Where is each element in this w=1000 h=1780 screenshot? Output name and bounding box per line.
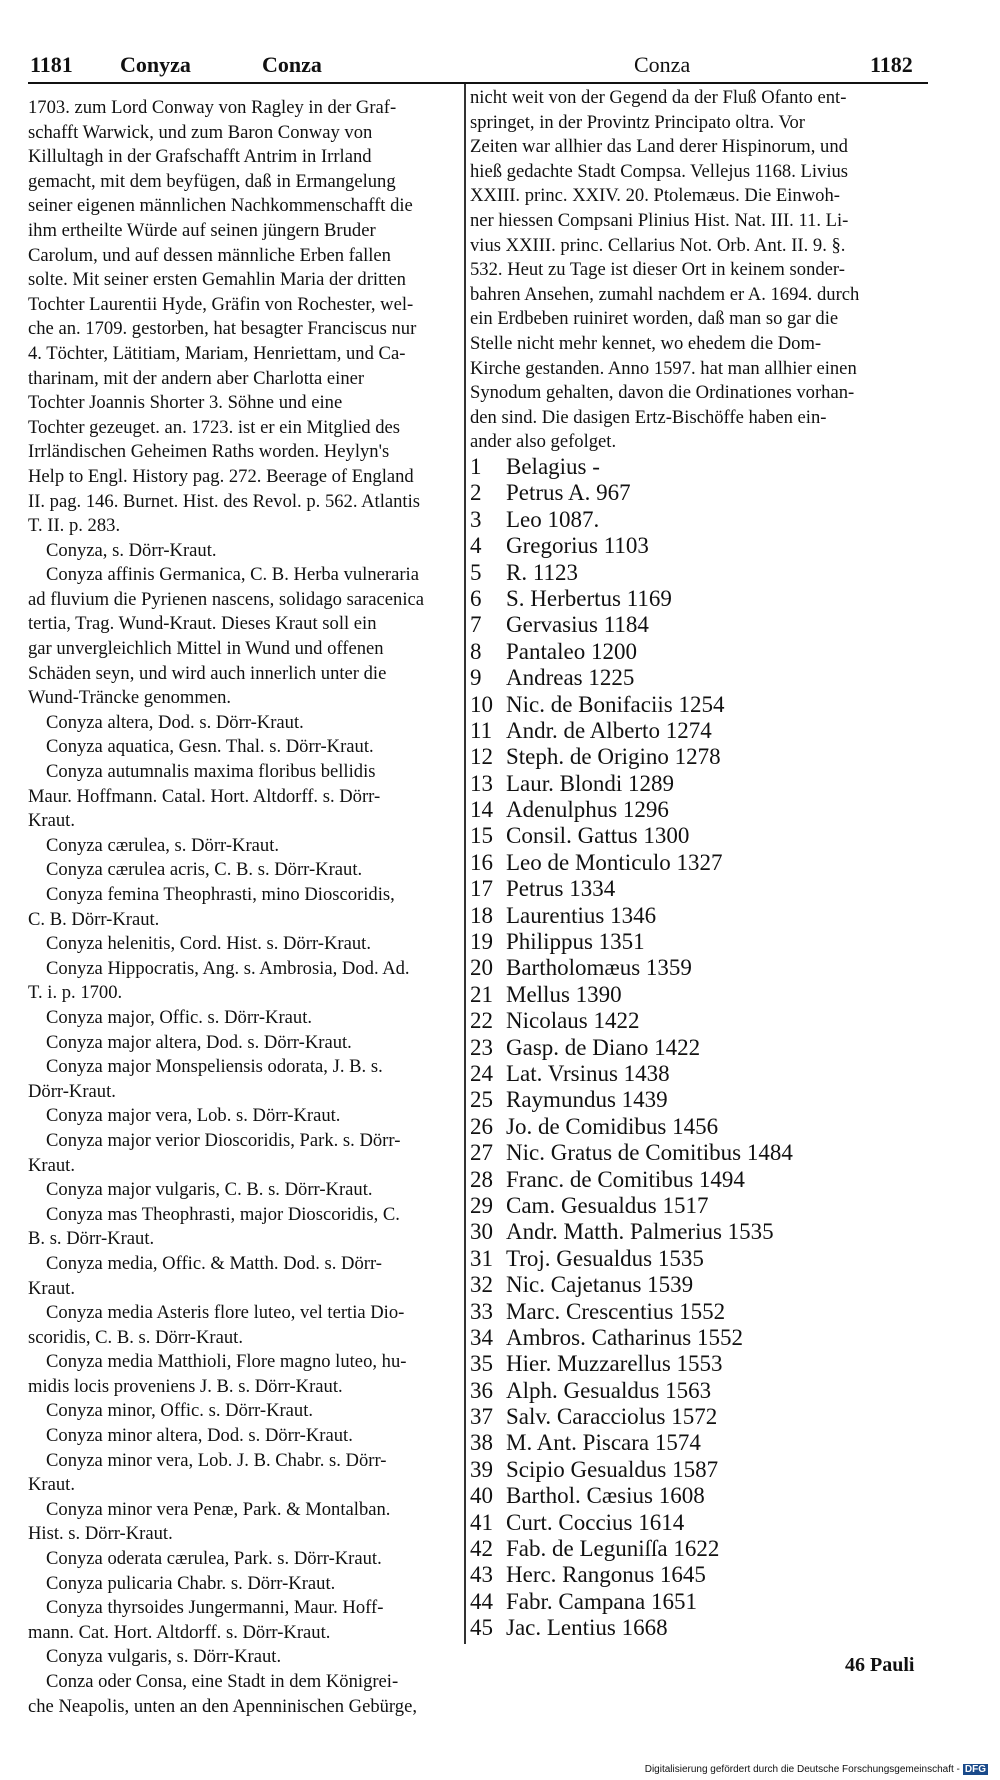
running-head-left-1: Conyza bbox=[120, 52, 191, 77]
list-number: 7 bbox=[470, 612, 482, 638]
entry-line: Kraut. bbox=[28, 1154, 75, 1176]
list-number: 27 bbox=[470, 1140, 493, 1166]
text-line: 4. Töchter, Lätitiam, Mariam, Henriettam, und Ca- bbox=[28, 342, 406, 364]
text-line: hieß gedachte Stadt Compsa. Vellejus 1168. Livius bbox=[470, 160, 849, 182]
list-number: 32 bbox=[470, 1272, 493, 1298]
list-item bbox=[470, 1562, 940, 1588]
entry-line: T. i. p. 1700. bbox=[28, 982, 123, 1004]
bishop-name: Scipio Gesualdus 1587 bbox=[506, 1456, 719, 1482]
list-item bbox=[470, 1246, 940, 1272]
bishop-name: Barthol. Cæsius 1608 bbox=[506, 1483, 705, 1509]
bishop-name: Adenulphus 1296 bbox=[506, 797, 669, 823]
bishop-name: Andr. de Alberto 1274 bbox=[506, 717, 712, 743]
list-number: 22 bbox=[470, 1008, 493, 1034]
bishop-name: Belagius - bbox=[506, 454, 600, 479]
text-line: XXIII. princ. XXIV. 20. Ptolemæus. Die Einwoh- bbox=[470, 185, 840, 207]
text-line: Carolum, und auf dessen männliche Erben fallen bbox=[28, 244, 391, 266]
list-number: 17 bbox=[470, 876, 493, 902]
list-number: 28 bbox=[470, 1166, 493, 1192]
list-number: 42 bbox=[470, 1536, 493, 1562]
list-number: 25 bbox=[470, 1087, 493, 1113]
list-item bbox=[470, 955, 940, 981]
list-item bbox=[470, 1008, 940, 1034]
text-line: che an. 1709. gestorben, hat besagter Franciscus nur bbox=[28, 318, 417, 340]
bishop-name: Philippus 1351 bbox=[506, 929, 645, 955]
entry-line: Conyza major altera, Dod. s. Dörr-Kraut. bbox=[46, 1031, 352, 1053]
entry-line: ad fluvium die Pyrienen nascens, solidago saracenica bbox=[28, 588, 425, 610]
list-number: 39 bbox=[470, 1456, 493, 1482]
entry-line: che Neapolis, unten an den Apenninischen Gebürge, bbox=[28, 1695, 417, 1717]
list-item bbox=[470, 982, 940, 1008]
list-number: 23 bbox=[470, 1034, 493, 1060]
lexicon-entry bbox=[28, 539, 454, 564]
bishop-name: Lat. Vrsinus 1438 bbox=[506, 1060, 670, 1086]
bishop-name: Franc. de Comitibus 1494 bbox=[506, 1166, 745, 1192]
list-item bbox=[470, 744, 940, 770]
list-item bbox=[470, 560, 940, 586]
bishop-name: Hier. Muzzarellus 1553 bbox=[506, 1351, 723, 1377]
list-item bbox=[470, 507, 940, 533]
entry-line: gar unvergleichlich Mittel in Wund und offenen bbox=[28, 638, 384, 660]
lexicon-entry bbox=[28, 1301, 454, 1350]
list-item bbox=[470, 1536, 940, 1562]
list-item bbox=[470, 1035, 940, 1061]
header-rule bbox=[28, 82, 928, 84]
bishop-name: Troj. Gesualdus 1535 bbox=[506, 1245, 704, 1271]
entry-line: B. s. Dörr-Kraut. bbox=[28, 1228, 155, 1250]
entry-line: Conyza major, Offic. s. Dörr-Kraut. bbox=[46, 1006, 313, 1028]
entry-line: Conyza minor, Offic. s. Dörr-Kraut. bbox=[46, 1400, 314, 1422]
text-line: ner hiessen Compsani Plinius Hist. Nat. III. 11. Li- bbox=[470, 209, 849, 231]
bishop-name: Leo 1087. bbox=[506, 506, 600, 532]
bishop-name: Laur. Blondi 1289 bbox=[506, 770, 675, 796]
bishop-name: Ambros. Catharinus 1552 bbox=[506, 1324, 744, 1350]
text-line: tharinam, mit der andern aber Charlotta einer bbox=[28, 367, 365, 389]
list-number: 41 bbox=[470, 1509, 493, 1535]
list-item bbox=[470, 1325, 940, 1351]
list-number: 3 bbox=[470, 506, 482, 532]
bishop-name: M. Ant. Piscara 1574 bbox=[506, 1430, 701, 1456]
list-number: 11 bbox=[470, 717, 493, 743]
text-line: Tochter Joannis Shorter 3. Söhne und eine bbox=[28, 392, 343, 414]
lexicon-entry bbox=[28, 1252, 454, 1301]
entry-line: Conyza major Monspeliensis odorata, J. B. s. bbox=[46, 1056, 383, 1078]
list-item bbox=[470, 1219, 940, 1245]
text-line: Zeiten war allhier das Land derer Hispinorum, und bbox=[470, 136, 848, 158]
list-item bbox=[470, 876, 940, 902]
text-line: springet, in der Provintz Principato oltra. Vor bbox=[470, 111, 805, 133]
entry-line: Kraut. bbox=[28, 1277, 75, 1299]
lexicon-entry bbox=[28, 1350, 454, 1399]
text-line: Tochter gezeuget. an. 1723. ist er ein Mitglied des bbox=[28, 416, 401, 438]
list-number: 37 bbox=[470, 1404, 493, 1430]
list-number: 14 bbox=[470, 797, 493, 823]
archbishop-list bbox=[470, 454, 940, 1642]
entry-line: Conyza oderata cærulea, Park. s. Dörr-Kraut. bbox=[46, 1548, 382, 1570]
lexicon-entry bbox=[28, 711, 454, 736]
list-item bbox=[470, 1589, 940, 1615]
entry-line: Conyza cærulea acris, C. B. s. Dörr-Kraut. bbox=[46, 859, 363, 881]
list-number: 31 bbox=[470, 1245, 493, 1271]
list-number: 26 bbox=[470, 1113, 493, 1139]
entry-line: Conyza major vulgaris, C. B. s. Dörr-Kraut. bbox=[46, 1179, 373, 1201]
list-item bbox=[470, 1193, 940, 1219]
entry-line: Conyza major verior Dioscoridis, Park. s. Dörr- bbox=[46, 1129, 401, 1151]
list-item bbox=[470, 1457, 940, 1483]
entry-line: Conyza major vera, Lob. s. Dörr-Kraut. bbox=[46, 1105, 341, 1127]
list-item bbox=[470, 1510, 940, 1536]
running-head-right: Conza bbox=[634, 52, 691, 77]
entry-line: Conyza autumnalis maxima floribus bellidis bbox=[46, 761, 376, 783]
page-number-right: 1182 bbox=[870, 52, 913, 77]
text-line: II. pag. 146. Burnet. Hist. des Revol. p. 562. Atlantis bbox=[28, 490, 420, 512]
list-number: 45 bbox=[470, 1615, 493, 1641]
lexicon-entry bbox=[28, 1203, 454, 1252]
bishop-name: Nicolaus 1422 bbox=[506, 1008, 640, 1034]
text-line: ein Erdbeben ruiniret worden, daß man so gar die bbox=[470, 308, 839, 330]
lexicon-entry bbox=[28, 957, 454, 1006]
bishop-name: Curt. Coccius 1614 bbox=[506, 1509, 685, 1535]
text-line: nicht weit von der Gegend da der Fluß Ofanto ent- bbox=[470, 87, 847, 108]
text-line: T. II. p. 283. bbox=[28, 515, 121, 537]
text-line: vius XXIII. princ. Cellarius Not. Orb. Ant. II. 9. §. bbox=[470, 234, 846, 256]
entry-line: Conyza femina Theophrasti, mino Dioscoridis, bbox=[46, 884, 395, 905]
list-number: 38 bbox=[470, 1430, 493, 1456]
list-number: 29 bbox=[470, 1192, 493, 1218]
text-line: ihm ertheilte Würde auf seinen jüngern Bruder bbox=[28, 219, 376, 241]
entry-line: Schäden seyn, und wird auch innerlich unter die bbox=[28, 662, 387, 684]
entry-line: Conyza Hippocratis, Ang. s. Ambrosia, Dod. Ad. bbox=[46, 957, 410, 979]
list-item bbox=[470, 823, 940, 849]
bishop-name: Gasp. de Diano 1422 bbox=[506, 1034, 701, 1060]
list-item bbox=[470, 771, 940, 797]
text-line: 532. Heut zu Tage ist dieser Ort in keinem sonder- bbox=[470, 259, 845, 281]
list-item bbox=[470, 1351, 940, 1377]
entry-line: Kraut. bbox=[28, 810, 75, 832]
entry-line: Conyza cærulea, s. Dörr-Kraut. bbox=[46, 834, 280, 856]
entry-line: Conyza minor altera, Dod. s. Dörr-Kraut. bbox=[46, 1425, 353, 1447]
list-number: 15 bbox=[470, 823, 493, 849]
lexicon-entry bbox=[28, 1104, 454, 1129]
list-item bbox=[470, 1299, 940, 1325]
lexicon-entry bbox=[28, 1178, 454, 1203]
entry-line: Conyza aquatica, Gesn. Thal. s. Dörr-Kraut. bbox=[46, 736, 374, 758]
column-rule bbox=[464, 84, 466, 1644]
bishop-name: Andr. Matth. Palmerius 1535 bbox=[506, 1219, 774, 1245]
list-item bbox=[470, 665, 940, 691]
entry-line: Conyza media Asteris flore luteo, vel tertia Dio- bbox=[46, 1302, 405, 1324]
entry-line: Conyza thyrsoides Jungermanni, Maur. Hoff- bbox=[46, 1597, 384, 1619]
lexicon-entry bbox=[28, 858, 454, 883]
catchword: 46 Pauli bbox=[845, 1654, 915, 1676]
lexicon-entry bbox=[28, 760, 454, 834]
list-number: 24 bbox=[470, 1060, 493, 1086]
list-item bbox=[470, 1140, 940, 1166]
lexicon-entry bbox=[28, 1129, 454, 1178]
entry-line: Maur. Hoffmann. Catal. Hort. Altdorff. s. Dörr- bbox=[28, 785, 381, 807]
bishop-name: Fabr. Campana 1651 bbox=[506, 1588, 697, 1614]
text-line: 1703. zum Lord Conway von Ragley in der Graf- bbox=[28, 97, 397, 118]
bishop-name: Jac. Lentius 1668 bbox=[506, 1615, 668, 1641]
entry-line: Conyza affinis Germanica, C. B. Herba vulneraria bbox=[46, 564, 419, 586]
list-item bbox=[470, 718, 940, 744]
bishop-name: Petrus 1334 bbox=[506, 876, 616, 902]
entry-line: Conyza mas Theophrasti, major Dioscoridis, C. bbox=[46, 1203, 400, 1225]
list-number: 13 bbox=[470, 770, 493, 796]
entry-line: C. B. Dörr-Kraut. bbox=[28, 908, 160, 930]
list-item bbox=[470, 533, 940, 559]
list-item bbox=[470, 1483, 940, 1509]
text-line: den sind. Die dasigen Ertz-Bischöffe haben ein- bbox=[470, 406, 827, 428]
bishop-name: Nic. Cajetanus 1539 bbox=[506, 1272, 694, 1298]
running-head-left-2: Conza bbox=[262, 52, 322, 77]
text-line: Synodum gehalten, davon die Ordinationes vorhan- bbox=[470, 382, 855, 404]
lexicon-entry bbox=[28, 1572, 454, 1597]
entry-line: Wund-Träncke genommen. bbox=[28, 687, 232, 709]
text-line: Kirche gestanden. Anno 1597. hat man allhier einen bbox=[470, 357, 857, 379]
list-item bbox=[470, 1272, 940, 1298]
lexicon-entry bbox=[28, 1645, 454, 1670]
list-number: 34 bbox=[470, 1324, 493, 1350]
lexicon-entry bbox=[28, 1670, 454, 1719]
right-column-text bbox=[470, 86, 930, 455]
list-item bbox=[470, 1167, 940, 1193]
entry-line: scoridis, C. B. s. Dörr-Kraut. bbox=[28, 1326, 243, 1348]
entry-line: Hist. s. Dörr-Kraut. bbox=[28, 1523, 173, 1545]
list-item bbox=[470, 586, 940, 612]
bishop-name: Consil. Gattus 1300 bbox=[506, 823, 690, 849]
lexicon-entry bbox=[28, 1055, 454, 1104]
bishop-name: Leo de Monticulo 1327 bbox=[506, 849, 723, 875]
list-number: 8 bbox=[470, 638, 482, 664]
bishop-name: Fab. de Leguniſſa 1622 bbox=[506, 1536, 720, 1562]
bishop-name: Mellus 1390 bbox=[506, 981, 622, 1007]
text-line: Help to Engl. History pag. 272. Beerage of England bbox=[28, 465, 414, 487]
list-number: 9 bbox=[470, 665, 482, 691]
lexicon-entry bbox=[28, 1424, 454, 1449]
list-number: 6 bbox=[470, 585, 482, 611]
entry-line: Conyza vulgaris, s. Dörr-Kraut. bbox=[46, 1646, 282, 1668]
list-item bbox=[470, 639, 940, 665]
bishop-name: Salv. Caracciolus 1572 bbox=[506, 1404, 718, 1430]
entry-line: Conza oder Consa, eine Stadt in dem Königrei- bbox=[46, 1671, 399, 1692]
list-number: 4 bbox=[470, 533, 482, 559]
bishop-name: Alph. Gesualdus 1563 bbox=[506, 1377, 712, 1403]
list-item bbox=[470, 1087, 940, 1113]
list-number: 44 bbox=[470, 1588, 493, 1614]
lexicon-entry bbox=[28, 1449, 454, 1498]
digitization-footer bbox=[645, 1764, 988, 1775]
list-item bbox=[470, 797, 940, 823]
bishop-name: Andreas 1225 bbox=[506, 665, 635, 691]
lexicon-entry bbox=[28, 1006, 454, 1031]
list-number: 21 bbox=[470, 981, 493, 1007]
list-number: 18 bbox=[470, 902, 493, 928]
list-item bbox=[470, 1061, 940, 1087]
list-number: 16 bbox=[470, 849, 493, 875]
text-line: ander also gefolget. bbox=[470, 431, 617, 453]
entry-line: midis locis proveniens J. B. s. Dörr-Kraut. bbox=[28, 1375, 343, 1397]
entry-line: Conyza media Matthioli, Flore magno luteo, hu- bbox=[46, 1351, 407, 1373]
list-item bbox=[470, 1404, 940, 1430]
entry-line: Conyza minor vera, Lob. J. B. Chabr. s. Dörr- bbox=[46, 1449, 387, 1471]
footer-text: Digitalisierung gefördert durch die Deutsche Forschungsgemeinschaft - bbox=[644, 1764, 960, 1775]
entry-line: Conyza helenitis, Cord. Hist. s. Dörr-Kraut. bbox=[46, 933, 371, 955]
list-number: 33 bbox=[470, 1298, 493, 1324]
page-number-left: 1181 bbox=[30, 52, 73, 77]
text-line: gemacht, mit dem beyfügen, daß in Ermangelung bbox=[28, 170, 396, 192]
bishop-name: S. Herbertus 1169 bbox=[506, 585, 672, 611]
bishop-name: Laurentius 1346 bbox=[506, 902, 657, 928]
list-item bbox=[470, 612, 940, 638]
entry-line: Conyza pulicaria Chabr. s. Dörr-Kraut. bbox=[46, 1572, 336, 1594]
entry-line: Dörr-Kraut. bbox=[28, 1080, 116, 1102]
text-line: seiner eigenen männlichen Nachkommenschafft die bbox=[28, 195, 413, 217]
bishop-name: Gregorius 1103 bbox=[506, 533, 649, 559]
list-item bbox=[470, 1378, 940, 1404]
bishop-name: Herc. Rangonus 1645 bbox=[506, 1562, 706, 1588]
lexicon-entry bbox=[28, 1399, 454, 1424]
bishop-name: Bartholomæus 1359 bbox=[506, 955, 692, 981]
lexicon-entry bbox=[28, 1596, 454, 1645]
bishop-name: Petrus A. 967 bbox=[506, 480, 631, 506]
entry-line: tertia, Trag. Wund-Kraut. Dieses Kraut soll ein bbox=[28, 613, 377, 635]
list-item bbox=[470, 929, 940, 955]
list-number: 2 bbox=[470, 480, 482, 506]
list-item bbox=[470, 1615, 940, 1641]
bishop-name: Steph. de Origino 1278 bbox=[506, 744, 721, 770]
list-number: 35 bbox=[470, 1351, 493, 1377]
left-column bbox=[28, 96, 454, 1719]
bishop-name: Marc. Crescentius 1552 bbox=[506, 1298, 726, 1324]
lexicon-entry bbox=[28, 1031, 454, 1056]
list-number: 20 bbox=[470, 955, 493, 981]
list-item bbox=[470, 692, 940, 718]
text-line: Stelle nicht mehr kennet, wo ehedem die Dom- bbox=[470, 332, 822, 354]
entry-line: mann. Cat. Hort. Altdorff. s. Dörr-Kraut. bbox=[28, 1621, 331, 1643]
list-item bbox=[470, 1114, 940, 1140]
list-item bbox=[470, 480, 940, 506]
list-number: 1 bbox=[470, 454, 482, 479]
bishop-name: Gervasius 1184 bbox=[506, 612, 649, 638]
list-number: 43 bbox=[470, 1562, 493, 1588]
lexicon-entry bbox=[28, 883, 454, 932]
bishop-name: Jo. de Comidibus 1456 bbox=[506, 1113, 719, 1139]
bishop-name: R. 1123 bbox=[506, 559, 578, 585]
list-number: 36 bbox=[470, 1377, 493, 1403]
entry-line: Conyza altera, Dod. s. Dörr-Kraut. bbox=[46, 711, 304, 733]
list-number: 40 bbox=[470, 1483, 493, 1509]
lexicon-entry bbox=[28, 932, 454, 957]
list-item bbox=[470, 850, 940, 876]
list-number: 19 bbox=[470, 929, 493, 955]
lexicon-entry bbox=[28, 834, 454, 859]
bishop-name: Cam. Gesualdus 1517 bbox=[506, 1192, 709, 1218]
entry-line: Conyza minor vera Penæ, Park. & Montalban. bbox=[46, 1498, 391, 1520]
list-item bbox=[470, 454, 940, 480]
text-line: Irrländischen Geheimen Raths worden. Heylyn's bbox=[28, 441, 390, 463]
bishop-name: Nic. Gratus de Comitibus 1484 bbox=[506, 1140, 793, 1166]
bishop-name: Raymundus 1439 bbox=[506, 1087, 668, 1113]
lexicon-entry bbox=[28, 1498, 454, 1547]
text-line: schafft Warwick, und zum Baron Conway von bbox=[28, 121, 373, 143]
bishop-name: Nic. de Bonifaciis 1254 bbox=[506, 691, 725, 717]
lexicon-entry bbox=[28, 735, 454, 760]
list-number: 5 bbox=[470, 559, 482, 585]
dfg-logo: DFG bbox=[964, 1764, 986, 1775]
lexicon-entry bbox=[28, 563, 454, 711]
list-item bbox=[470, 1430, 940, 1456]
bishop-name: Pantaleo 1200 bbox=[506, 638, 637, 664]
text-line: Tochter Laurentii Hyde, Gräfin von Rochester, wel- bbox=[28, 293, 414, 315]
list-number: 10 bbox=[470, 691, 493, 717]
list-number: 12 bbox=[470, 744, 493, 770]
entry-line: Kraut. bbox=[28, 1474, 75, 1496]
text-line: solte. Mit seiner ersten Gemahlin Maria der dritten bbox=[28, 269, 406, 291]
lexicon-entry bbox=[28, 1547, 454, 1572]
text-line: bahren Ansehen, zumahl nachdem er A. 1694. durch bbox=[470, 283, 860, 305]
list-number: 30 bbox=[470, 1219, 493, 1245]
list-item bbox=[470, 903, 940, 929]
text-line: Killultagh in der Grafschafft Antrim in Irrland bbox=[28, 146, 372, 168]
entry-line: Conyza media, Offic. & Matth. Dod. s. Dörr- bbox=[46, 1252, 382, 1274]
entry-line: Conyza, s. Dörr-Kraut. bbox=[46, 539, 217, 561]
